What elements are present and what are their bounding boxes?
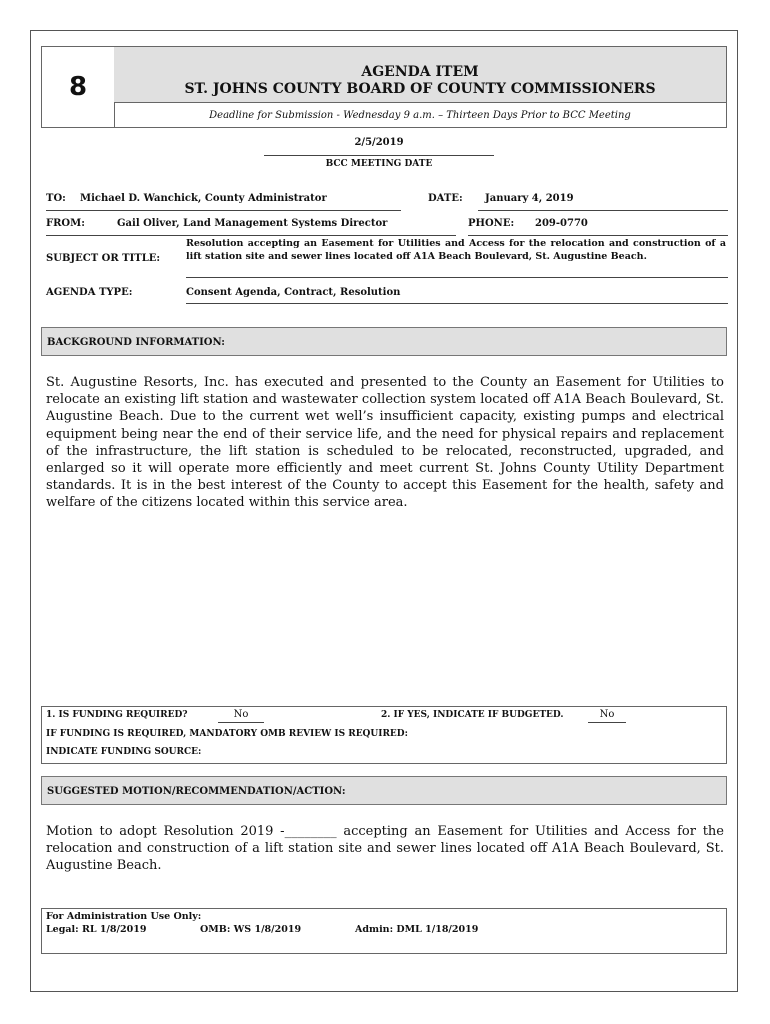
agenda-type-value: Consent Agenda, Contract, Resolution (186, 287, 401, 298)
phone-value: 209-0770 (535, 218, 588, 229)
from-line (46, 235, 456, 236)
meeting-date: 2/5/2019 (354, 137, 404, 148)
subject-label: SUBJECT OR TITLE: (46, 253, 161, 264)
background-text: St. Augustine Resorts, Inc. has executed and presented to the County an Easement for Utilities to relocate an existing lift station and wastewater collection system located off A1A Beach Boulevard, St. Augustine Beach. Due to the current wet well’s insufficient capacity, existing pumps and electrical equipment being near the end of their service life, and the need for physical repairs and replacement of the infrastructure, the lift station is scheduled to be relocated, reconstructed, upgraded, and enlarged so it will operate more efficiently and meet current St. Johns County Utility Department standards. It is in the best interest of the County to accept this Easement for the health, safety and welfare of the citizens located within this service area. (46, 375, 724, 511)
agenda-title (114, 47, 726, 103)
subject-value: Resolution accepting an Easement for Utilities and Access for the relocation and construction of a lift station site and sewer lines located off A1A Beach Boulevard, St. Augustine Beach. (186, 238, 726, 262)
funding-q1-line (218, 722, 264, 723)
agenda-header (41, 46, 727, 128)
from-label: FROM: (46, 218, 85, 229)
from-value: Gail Oliver, Land Management Systems Director (117, 218, 388, 229)
omb-review-note: IF FUNDING IS REQUIRED, MANDATORY OMB REVIEW IS REQUIRED: (46, 729, 408, 739)
phone-label: PHONE: (468, 218, 515, 229)
admin-legal: Legal: RL 1/8/2019 (46, 924, 147, 935)
agenda-type-line (186, 303, 728, 304)
admin-omb: OMB: WS 1/8/2019 (200, 924, 302, 935)
agenda-item-number: 8 (42, 47, 115, 127)
funding-q2-label: 2. IF YES, INDICATE IF BUDGETED. (381, 710, 564, 720)
submission-deadline: Deadline for Submission - Wednesday 9 a.m. – Thirteen Days Prior to BCC Meeting (209, 110, 631, 121)
to-value: Michael D. Wanchick, County Administrator (80, 193, 327, 204)
funding-source-label: INDICATE FUNDING SOURCE: (46, 747, 202, 757)
to-label: TO: (46, 193, 66, 204)
meeting-date-line (264, 155, 494, 156)
date-line (478, 210, 728, 211)
funding-q1-label: 1. IS FUNDING REQUIRED? (46, 710, 188, 720)
admin-heading: For Administration Use Only: (46, 911, 202, 922)
meeting-date-label: BCC MEETING DATE (325, 159, 433, 169)
date-value: January 4, 2019 (485, 193, 574, 204)
funding-q2-line (588, 722, 626, 723)
funding-q1-value: No (233, 709, 249, 720)
funding-q2-value: No (599, 709, 615, 720)
to-line (46, 210, 401, 211)
subject-line (186, 277, 728, 278)
motion-heading: SUGGESTED MOTION/RECOMMENDATION/ACTION: (41, 776, 727, 805)
agenda-title-line2: ST. JOHNS COUNTY BOARD OF COUNTY COMMISSIONERS (184, 81, 656, 97)
background-heading: BACKGROUND INFORMATION: (41, 327, 727, 356)
motion-text: Motion to adopt Resolution 2019 -________ accepting an Easement for Utilities and Access for the relocation and construction of a lift station site and sewer lines located off A1A Beach Boulevard, St. Augustine Beach. (46, 824, 724, 874)
agenda-title-line1: AGENDA ITEM (361, 64, 479, 80)
agenda-type-label: AGENDA TYPE: (46, 287, 133, 298)
date-label: DATE: (428, 193, 463, 204)
admin-admin: Admin: DML 1/18/2019 (355, 924, 479, 935)
phone-line (468, 235, 728, 236)
